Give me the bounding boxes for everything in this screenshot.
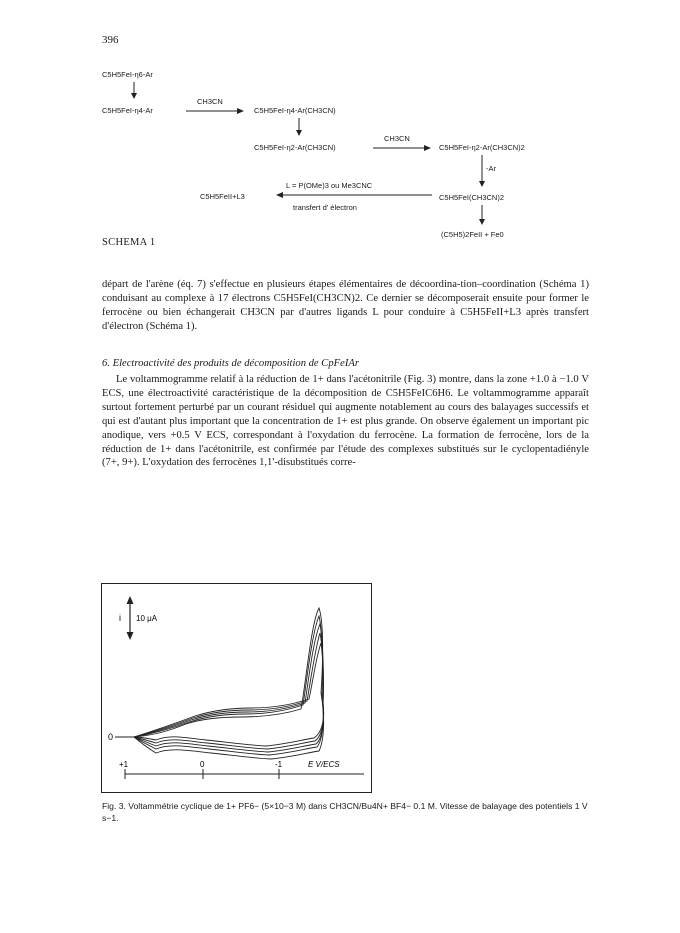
x-axis-unit: E V/ECS <box>308 760 340 769</box>
scheme-1 <box>0 0 680 260</box>
cv-trace <box>134 624 324 752</box>
paragraph-2 <box>102 373 589 470</box>
current-scale-bar <box>127 596 134 640</box>
x-tick-label: -1 <box>275 760 283 769</box>
cv-trace <box>134 608 324 759</box>
voltammogram <box>101 583 371 793</box>
figure-caption: Fig. 3. Voltammétrie cyclique de 1+ PF6− (5×10−3 M) dans CH3CN/Bu4N+ BF4− 0.1 M. Vitesse de balayage des potentiels 1 V s−1. <box>102 801 588 823</box>
paragraph-1 <box>102 278 589 334</box>
scheme-step1-right: C5H5FeI-η4-Ar(CH3CN) <box>254 106 336 115</box>
arrow-down-icon <box>478 205 488 227</box>
scheme-final-products: (C5H5)2FeII + Fe0 <box>441 230 504 239</box>
scheme-start: C5H5FeI-η6-Ar <box>102 70 153 79</box>
scheme-label: SCHEMA 1 <box>102 237 156 248</box>
scheme-minus-ar: -Ar <box>486 164 496 173</box>
current-scale-label: 10 μA <box>136 614 158 623</box>
arrow-down-icon <box>295 118 305 138</box>
scheme-step2-reagent: CH3CN <box>384 134 410 143</box>
arrow-down-icon <box>130 82 140 100</box>
scheme-step1-reagent: CH3CN <box>197 97 223 106</box>
page-number: 396 <box>102 34 119 46</box>
x-tick-label: +1 <box>119 760 129 769</box>
scheme-ligand-top: L = P(OMe)3 ou Me3CNC <box>286 181 373 190</box>
scheme-step1-left: C5H5FeI-η4-Ar <box>102 106 153 115</box>
section-heading: 6. Electroactivité des produits de décomposition de CpFeIAr <box>102 358 359 369</box>
scheme-product-left: C5H5FeII+L3 <box>200 192 245 201</box>
scheme-step3: C5H5FeI-η2-Ar(CH3CN)2 <box>439 143 525 152</box>
cv-traces <box>134 608 324 759</box>
scheme-step2: C5H5FeI-η2-Ar(CH3CN) <box>254 143 336 152</box>
scheme-ligand-bottom: transfert d' électron <box>293 203 357 212</box>
scheme-step4: C5H5FeI(CH3CN)2 <box>439 193 505 202</box>
current-symbol: i <box>119 613 121 623</box>
arrow-left-icon <box>274 191 434 201</box>
x-tick-label: 0 <box>200 760 205 769</box>
zero-current-label: 0 <box>108 732 114 742</box>
paragraph-2-text: Le voltammogramme relatif à la réduction de 1+ dans l'acétonitrile (Fig. 3) montre, dans la zone +1.0 à −1.0 V ECS, une électroactivité caractéristique de la décomposition de C5H5FeIC6H6. Le voltammogramme apparaît surtout fortement perturbé par un courant résiduel qui augmente notablement au cours des balayages successifs et qui est d'autant plus important que la concentration de 1+ est plus grande. On observe également un important pic anodique, vers +0.5 V ECS, correspondant à l'oxydation du ferrocène. La formation de ferrocène, lors de la réduction de 1+ dans l'acétonitrile, est confirmée par l'étude des complexes substitués sur le cyclopentadiényle (7+, 9+). L'oxydation des ferrocènes 1,1'-disubstitués corre- <box>102 374 589 469</box>
paragraph-1-text: départ de l'arène (éq. 7) s'effectue en plusieurs étapes élémentaires de décoordina-tion–coordination (Schéma 1) conduisant au complexe à 17 électrons C5H5FeI(CH3CN)2. Ce dernier se décomposerait ensuite pour former le ferrocène ou bien échangerait CH3CN par d'autres ligands L pour conduire à C5H5FeII+L3 après transfert d'électron (Schéma 1). <box>102 279 589 332</box>
arrow-right-icon <box>373 144 433 154</box>
cv-trace <box>134 616 323 755</box>
arrow-right-icon <box>186 107 246 117</box>
